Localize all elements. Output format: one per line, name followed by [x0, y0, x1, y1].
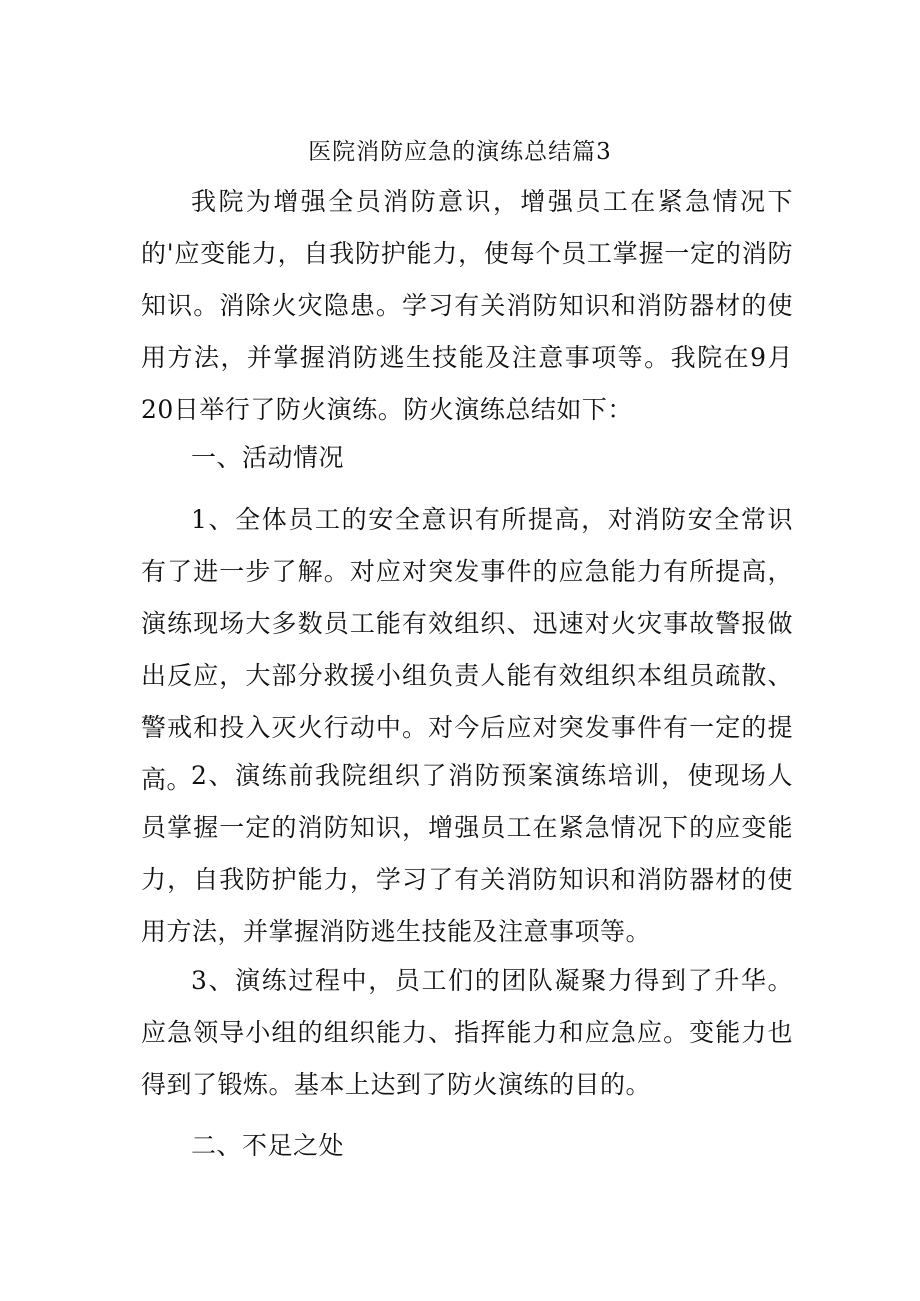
intro-paragraph: 我院为增强全员消防意识，增强员工在紧急情况下的'应变能力，自我防护能力，使每个员工掌握一定的消防知识。消除火灾隐患。学习有关消防知识和消防器材的使用方法，并掌握消防逃生技能及注意事项等。我院在9月20日举行了防火演练。防火演练总结如下： — [141, 187, 793, 424]
section-heading-activity: 一、活动情况 — [191, 443, 345, 472]
list-item-2: 2、演练前我院组织了消防预案演练培训，使现场人员掌握一定的消防知识，增强员工在紧急情况下的应变能力，自我防护能力，学习了有关消防知识和消防器材的使用方法，并掌握消防逃生技能及注意事项等。 — [141, 761, 793, 946]
section-heading-shortcomings: 二、不足之处 — [191, 1131, 345, 1160]
document-title: 医院消防应急的演练总结篇3 — [308, 139, 612, 165]
list-item-3: 3、演练过程中，员工们的团队凝聚力得到了升华。应急领导小组的组织能力、指挥能力和应急应。变能力也得到了锻炼。基本上达到了防火演练的目的。 — [141, 966, 793, 1099]
list-item-1: 1、全体员工的安全意识有所提高，对消防安全常识有了进一步了解。对应对突发事件的应急能力有所提高，演练现场大多数员工能有效组织、迅速对火灾事故警报做出反应，大部分救援小组负责人能有效组织本组员疏散、警戒和投入灭火行动中。对今后应对突发事件有一定的提高。 — [141, 505, 793, 794]
